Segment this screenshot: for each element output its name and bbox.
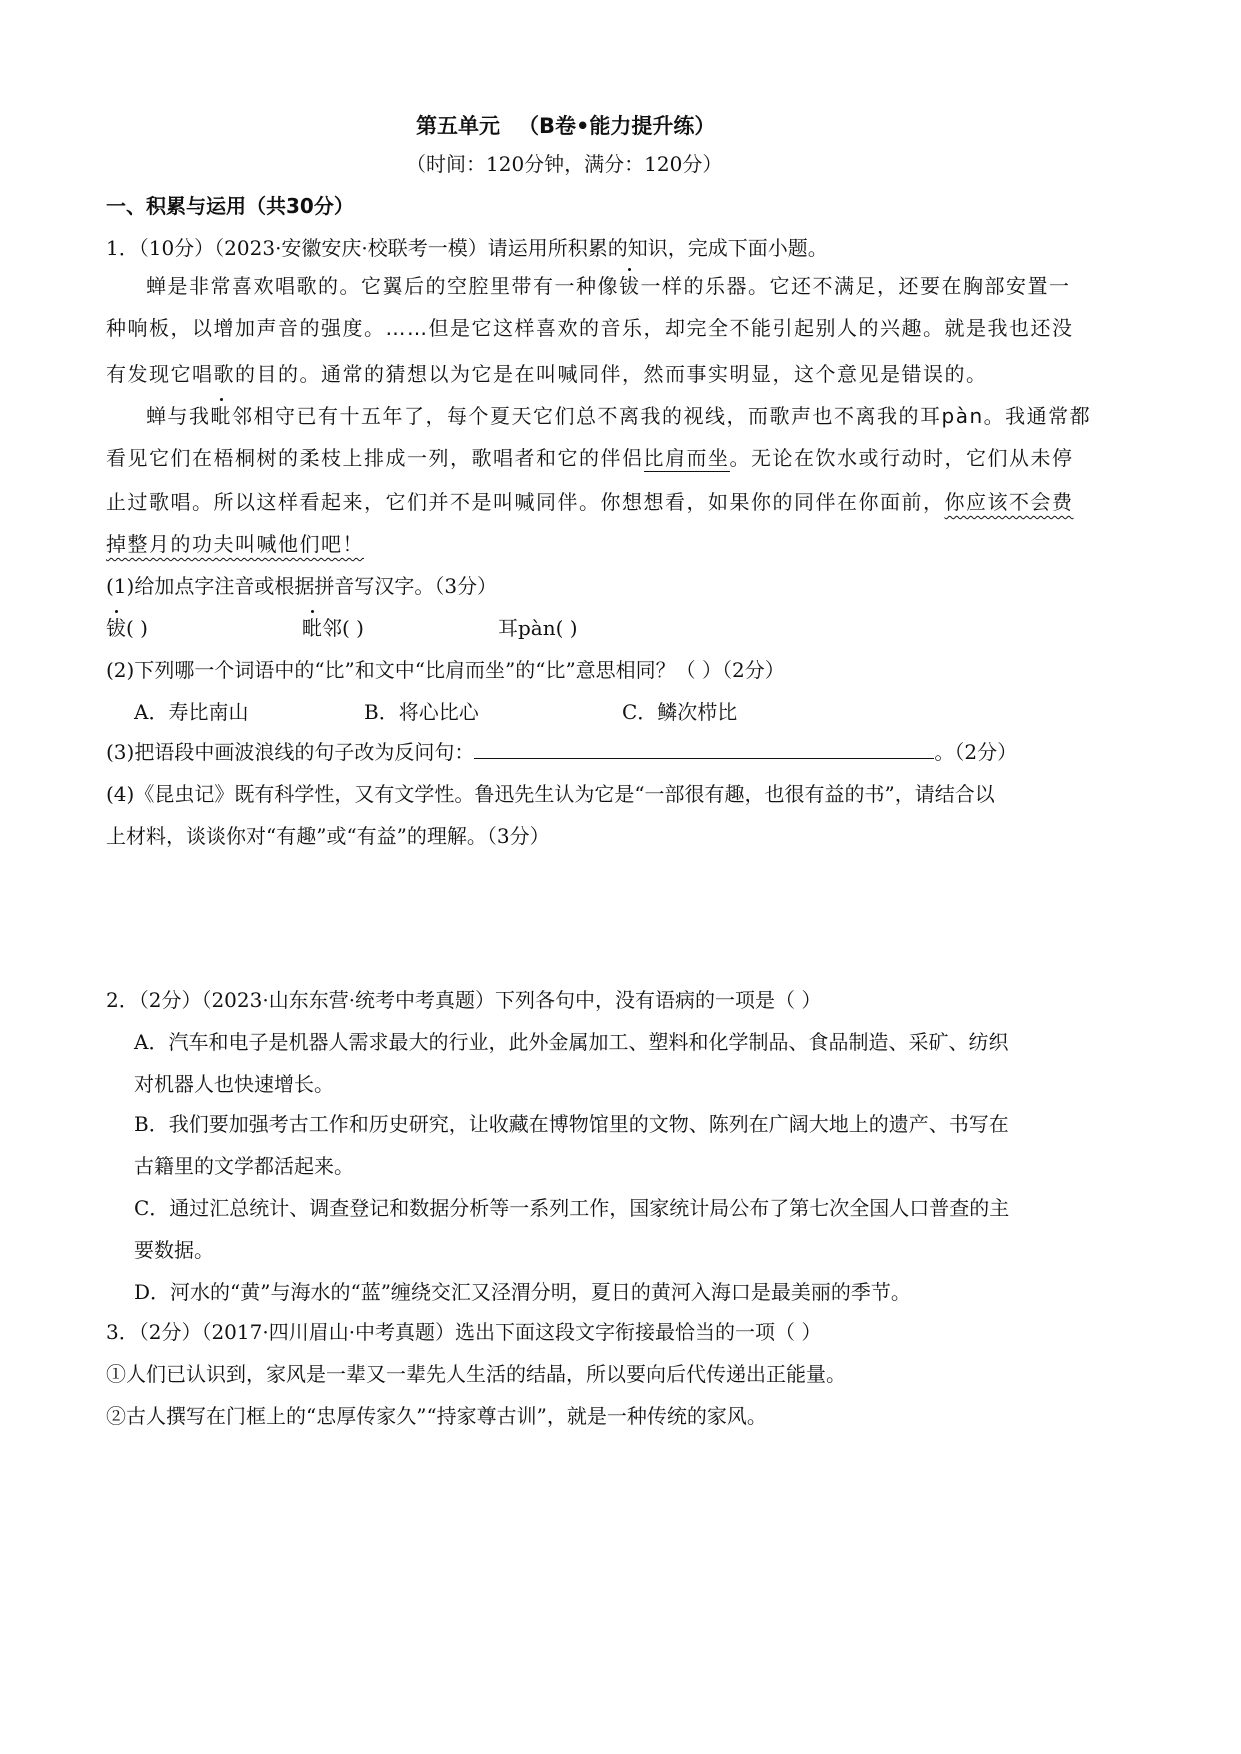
- q1-passage-line: 看见它们在梧桐树的柔枝上排成一列，歌唱者和它的伴侣比肩而坐。无论在饮水或行动时，它们从未停: [106, 446, 1074, 470]
- q3-sentence-1: ①人们已认识到，家风是一辈又一辈先人生活的结晶，所以要向后代传递出正能量。: [106, 1362, 846, 1386]
- q1-passage-line: 止过歌唱。所以这样看起来，它们并不是叫喊同伴。你想想看，如果你的同伴在你面前，你应该不会费: [106, 490, 1074, 514]
- q1-passage-line: 有发现它唱歌的目的。通常的猜想以为它是在叫喊同伴，然而事实明显，这个意见是错误的。: [106, 362, 988, 386]
- q1-sub1-item: 毗邻( ): [302, 616, 364, 640]
- q1-stem: 1．（10分）（2023·安徽安庆·校联考一模）请运用所积累的知识，完成下面小题。: [106, 236, 828, 260]
- dotted-char-pi: 毗: [210, 404, 232, 428]
- answer-blank[interactable]: [474, 740, 934, 759]
- q1-sub1: (1)给加点字注音或根据拼音写汉字。（3分）: [106, 574, 498, 598]
- q1-sub2-option: A．寿比南山: [134, 700, 249, 724]
- q2-option-d: D．河水的“黄”与海水的“蓝”缠绕交汇又泾渭分明，夏日的黄河入海口是最美丽的季节。: [134, 1280, 911, 1304]
- q2-option-b: B．我们要加强考古工作和历史研究，让收藏在博物馆里的文物、陈列在广阔大地上的遗产、书写在: [134, 1112, 1009, 1136]
- section-heading: 一、积累与运用（共30分）: [106, 194, 354, 218]
- wavy-underlined-sentence: 掉整月的功夫叫喊他们吧！: [106, 532, 364, 556]
- unit-title: [416, 114, 715, 138]
- dotted-char-bo: 钹: [619, 274, 641, 298]
- exam-meta: （时间：120分钟，满分：120分）: [406, 152, 723, 176]
- q2-option-c-cont: 要数据。: [134, 1238, 214, 1262]
- wavy-underlined-sentence: 你应该不会费: [944, 490, 1074, 514]
- q1-sub4: (4)《昆虫记》既有科学性，又有文学性。鲁迅先生认为它是“一部很有趣，也很有益的书”，请结合以: [106, 782, 995, 806]
- q2-option-c: C．通过汇总统计、调查登记和数据分析等一系列工作，国家统计局公布了第七次全国人口普查的主: [134, 1196, 1010, 1220]
- q2-option-a-cont: 对机器人也快速增长。: [134, 1072, 334, 1096]
- q1-passage-line: [106, 532, 364, 556]
- q1-passage-line: 种响板，以增加声音的强度。……但是它这样喜欢的音乐，却完全不能引起别人的兴趣。就是我也还没: [106, 316, 1074, 340]
- q2-option-a: A．汽车和电子是机器人需求最大的行业，此外金属加工、塑料和化学制品、食品制造、采矿、纺织: [134, 1030, 1009, 1054]
- unit-label: 第五单元: [416, 114, 500, 138]
- q1-sub2-option: B．将心比心: [364, 700, 479, 724]
- q3-sentence-2: ②古人撰写在门框上的“忠厚传家久”“持家尊古训”，就是一种传统的家风。: [106, 1404, 767, 1428]
- q1-sub2: (2)下列哪一个词语中的“比”和文中“比肩而坐”的“比”意思相同？（ ）（2分）: [106, 658, 785, 682]
- q2-stem: 2．（2分）（2023·山东东营·统考中考真题）下列各句中，没有语病的一项是（ ）: [106, 988, 822, 1012]
- q1-sub1-item: 耳pàn( ): [498, 616, 578, 640]
- q1-sub1-item: 钹( ): [106, 616, 148, 640]
- q2-option-b-cont: 古籍里的文学都活起来。: [134, 1154, 354, 1178]
- q3-stem: 3．（2分）（2017·四川眉山·中考真题）选出下面这段文字衔接最恰当的一项（ ）: [106, 1320, 822, 1344]
- underlined-phrase: 比肩而坐: [643, 446, 730, 470]
- q1-sub2-option: C．鳞次栉比: [622, 700, 738, 724]
- q1-passage-line: 蝉是非常喜欢唱歌的。它翼后的空腔里带有一种像钹一样的乐器。它还不满足，还要在胸部安置一: [146, 274, 1071, 298]
- q1-passage-line: 蝉与我毗邻相守已有十五年了，每个夏天它们总不离我的视线，而歌声也不离我的耳pàn。我通常都: [146, 404, 1092, 428]
- volume-label: （B卷•能力提升练）: [518, 114, 716, 138]
- q1-sub4: 上材料，谈谈你对“有趣”或“有益”的理解。（3分）: [106, 824, 550, 848]
- q1-sub3: (3)把语段中画波浪线的句子改为反问句： 。（2分）: [106, 740, 1018, 764]
